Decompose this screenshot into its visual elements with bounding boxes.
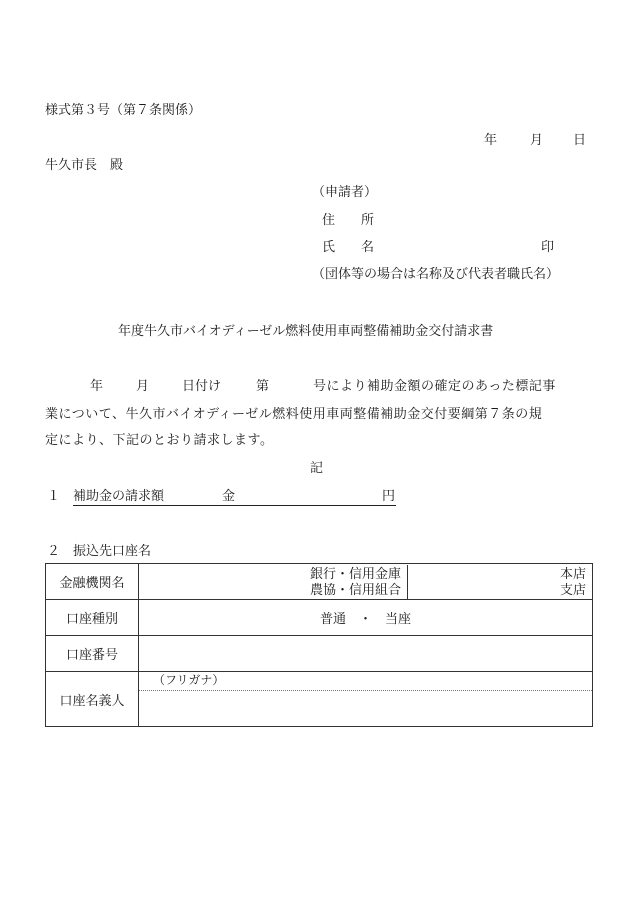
bank-type-cell (139, 565, 408, 599)
institution-label: 金融機関名 (46, 564, 139, 600)
holder-row (46, 672, 593, 727)
addressee: 牛久市長 殿 (45, 158, 124, 173)
body-dated: 日付け (182, 379, 222, 394)
item2-label: ２ 振込先口座名 (47, 544, 152, 559)
account-type-options[interactable]: 普通 ・ 当座 (139, 600, 593, 636)
date-month: 月 (530, 133, 544, 148)
account-number-label: 口座番号 (46, 636, 139, 672)
body-line1-rest: 号により補助金額の確定のあった標記事 (313, 379, 556, 394)
body-year: 年 (90, 379, 104, 394)
document-title: 年度牛久市バイオディーゼル燃料使用車両整備補助金交付請求書 (118, 324, 494, 339)
account-number-row (46, 636, 593, 672)
account-type-row (46, 600, 593, 636)
furigana-label: （フリガナ） (139, 672, 592, 691)
applicant-note: （団体等の場合は名称及び代表者職氏名） (312, 267, 560, 282)
item1-label: １ 補助金の請求額 (47, 489, 165, 504)
bank-type-line2: 農協・信用組合 (309, 582, 401, 598)
branch-line1: 本店 (559, 566, 586, 582)
body-dai: 第 (256, 379, 270, 394)
branch-cell (408, 565, 592, 599)
body-line3: 定により、下記のとおり請求します。 (45, 433, 274, 448)
bank-type-line1: 銀行・信用金庫 (309, 566, 401, 582)
bank-account-table (45, 563, 593, 727)
date-year: 年 (484, 133, 498, 148)
applicant-heading: （申請者） (312, 185, 378, 200)
applicant-address-label: 住 所 (322, 213, 375, 228)
institution-row (46, 564, 593, 600)
branch-line2: 支店 (559, 582, 586, 598)
item1-kin: 金 (222, 489, 236, 504)
applicant-name-label: 氏 名 (322, 240, 375, 255)
holder-label: 口座名義人 (46, 672, 139, 727)
form-number: 様式第３号（第７条関係） (45, 103, 202, 118)
item1-yen: 円 (382, 489, 396, 504)
body-line2: 業について、牛久市バイオディーゼル燃料使用車両整備補助金交付要綱第７条の規 (45, 407, 543, 422)
ki-heading: 記 (310, 461, 324, 476)
body-month: 月 (136, 379, 150, 394)
date-day: 日 (573, 133, 587, 148)
item1-underline (73, 505, 396, 506)
holder-field[interactable] (139, 672, 593, 727)
institution-field[interactable] (139, 564, 593, 600)
seal-mark: 印 (541, 240, 555, 255)
account-number-field[interactable] (139, 636, 593, 672)
account-type-label: 口座種別 (46, 600, 139, 636)
